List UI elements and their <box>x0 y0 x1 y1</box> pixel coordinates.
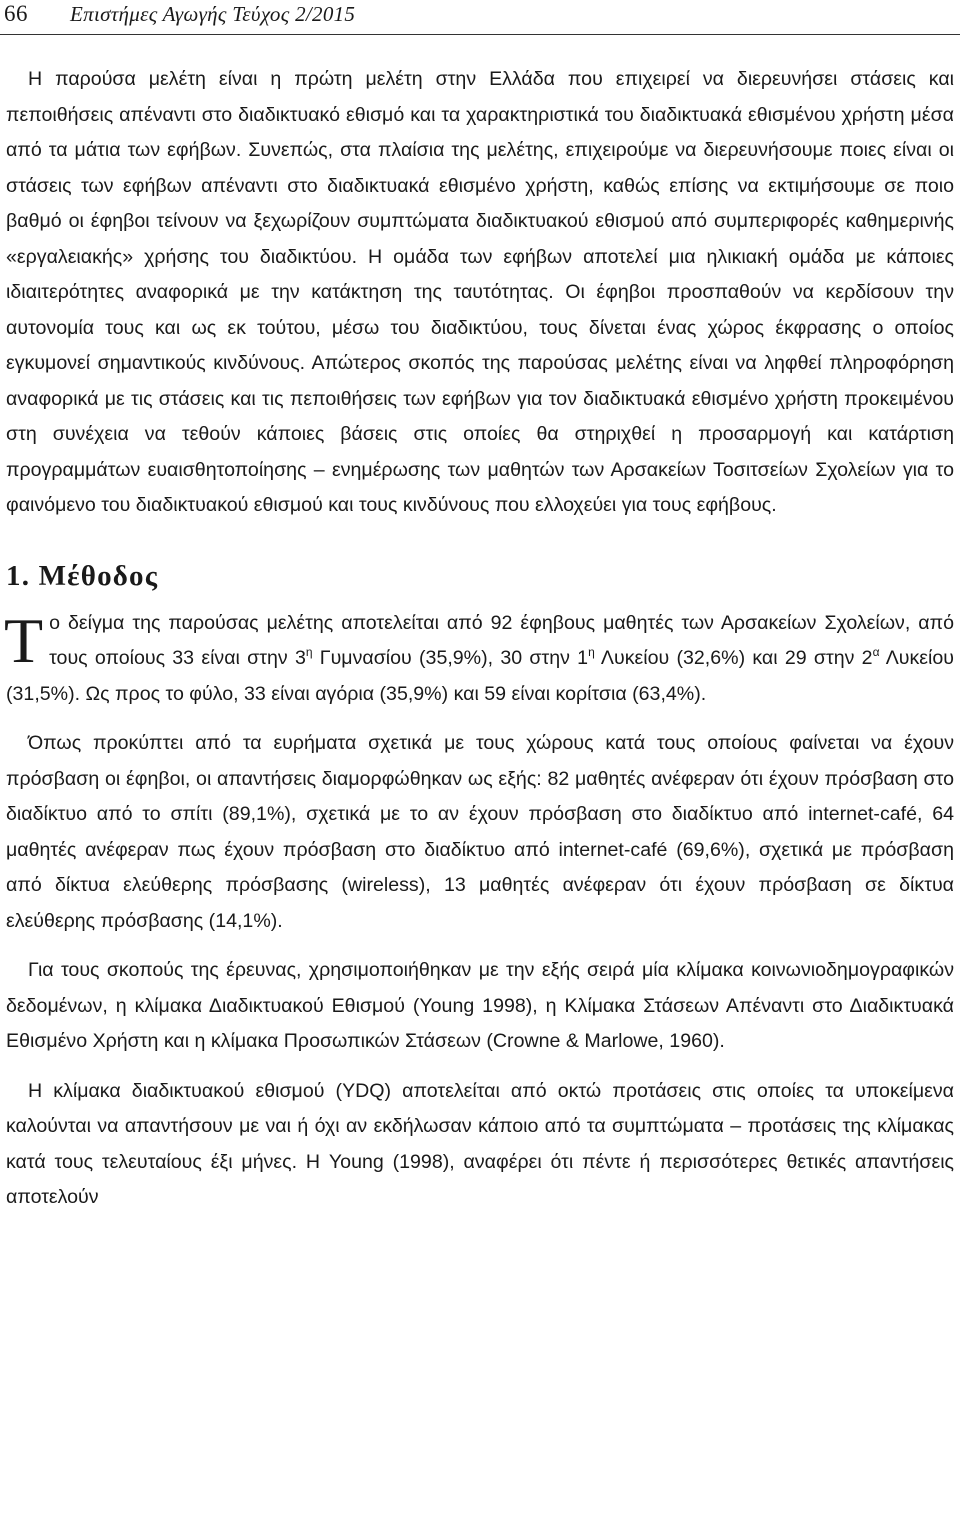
method-text-4: Λυκείου (31,5%). Ως προς το φύλο, 33 είναι αγόρια (35,9%) και 59 είναι κορίτσια (63,4%). <box>6 647 954 705</box>
method-paragraph <box>6 606 954 713</box>
ydq-paragraph: Η κλίμακα διαδικτυακού εθισμού (YDQ) αποτελείται από οκτώ προτάσεις στις οποίες τα υποκείμενα καλούνται να απαντήσουν με ναι ή όχι αν εκδήλωσαν κάποιο από τα συμπτώματα – προτάσεις της κλίμακας κατά τους τελευταίους έξι μήνες. Η Young (1998), αναφέρει ότι πέντε ή περισσότερες θετικές απαντήσεις αποτελούν <box>6 1079 954 1208</box>
ordinal-superscript: α <box>872 645 880 659</box>
scales-paragraph: Για τους σκοπούς της έρευνας, χρησιμοποιήθηκαν με την εξής σειρά μία κλίμακα κοινωνιοδημογραφικών δεδομένων, η κλίμακα Διαδικτυακού Εθισμού (Young 1998), η Κλίμακα Στάσεων Απέναντι στο Διαδικτυακά Εθισμένο Χρήστη και η κλίμακα Προσωπικών Στάσεων (Crowne & Marlowe, 1960). <box>6 959 954 1052</box>
section-heading: 1. Μέθοδος <box>6 559 159 592</box>
ordinal-superscript: η <box>305 645 313 659</box>
method-text-3: Λυκείου (32,6%) και 29 στην 2 <box>594 647 873 669</box>
article-body <box>6 62 954 1216</box>
method-text-1: ο δείγμα της παρούσας μελέτης αποτελείται από 92 έφηβους μαθητές των Αρσακείων Σχολείων, από τους οποίους 33 είναι στην 3 <box>49 611 954 669</box>
page-number: 66 <box>4 1 28 26</box>
access-paragraph: Όπως προκύπτει από τα ευρήματα σχετικά με τους χώρους κατά τους οποίους φαίνεται να έχουν πρόσβαση οι έφηβοι, οι απαντήσεις διαμορφώθηκαν ως εξής: 82 μαθητές ανέφεραν ότι έχουν πρόσβαση στο διαδίκτυο από το σπίτι (89,1%), σχετικά με το αν έχουν πρόσβαση στο διαδίκτυο από internet-café, 64 μαθητές ανέφεραν πως έχουν πρόσβαση στο διαδίκτυο από internet-café (69,6%), σχετικά με πρόσβαση από δίκτυα ελεύθερης πρόσβασης (wireless), 13 μαθητές ανέφεραν ότι έχουν πρόσβαση σε δίκτυα ελεύθερης πρόσβασης (14,1%). <box>6 732 954 932</box>
method-text-2: Γυμνασίου (35,9%), 30 στην 1 <box>312 647 589 669</box>
running-header <box>0 0 960 36</box>
intro-paragraph: Η παρούσα μελέτη είναι η πρώτη μελέτη στην Ελλάδα που επιχειρεί να διερευνήσει στάσεις και πεποιθήσεις απέναντι στο διαδικτυακό εθισμό και τα χαρακτηριστικά του διαδικτυακά εθισμένου χρήστη μέσα από τα μάτια των εφήβων. Συνεπώς, στα πλαίσια της μελέτης, επιχειρούμε να διερευνήσουμε ποιες είναι οι στάσεις των εφήβων απέναντι στο διαδικτυακά εθισμένο χρήστη, καθώς επίσης να εκτιμήσουμε σε ποιο βαθμό οι έφηβοι τείνουν να ξεχωρίζουν συμπτώματα διαδικτυακού εθισμού από συμπεριφορές καθημερινής «εργαλειακής» χρήσης του διαδικτύου. Η ομάδα των εφήβων αποτελεί μια ηλικιακή ομάδα με κάποιες ιδιαιτερότητες αναφορικά με την κατάκτηση της ταυτότητας. Οι έφηβοι προσπαθούν να κερδίσουν την αυτονομία τους και ως εκ τούτου, μέσω του διαδικτύου, τους δίνεται ένας χώρος έκφρασης ο οποίος εγκυμονεί σημαντικούς κινδύνους. Απώτερος σκοπός της παρούσας μελέτης είναι να ληφθεί πληροφόρηση αναφορικά με τις στάσεις και τις πεποιθήσεις των εφήβων για τον διαδικτυακά εθισμένο χρήστη προκειμένου στη συνέχεια να τεθούν κάποιες βάσεις στις οποίες θα στηριχθεί η προσαρμογή και κατάρτιση προγραμμάτων ευαισθητοποίησης – ενημέρωσης των μαθητών των Αρσακείων Τοσιτσείων Σχολείων για το φαινόμενο του διαδικτυακού εθισμού και τους κινδύνους που ελλοχεύει για τους εφήβους. <box>6 68 954 516</box>
header-rule <box>0 34 960 35</box>
drop-cap: Τ <box>4 604 44 676</box>
ordinal-superscript: η <box>588 645 595 659</box>
journal-title: Επιστήμες Αγωγής Τεύχος 2/2015 <box>70 2 356 26</box>
